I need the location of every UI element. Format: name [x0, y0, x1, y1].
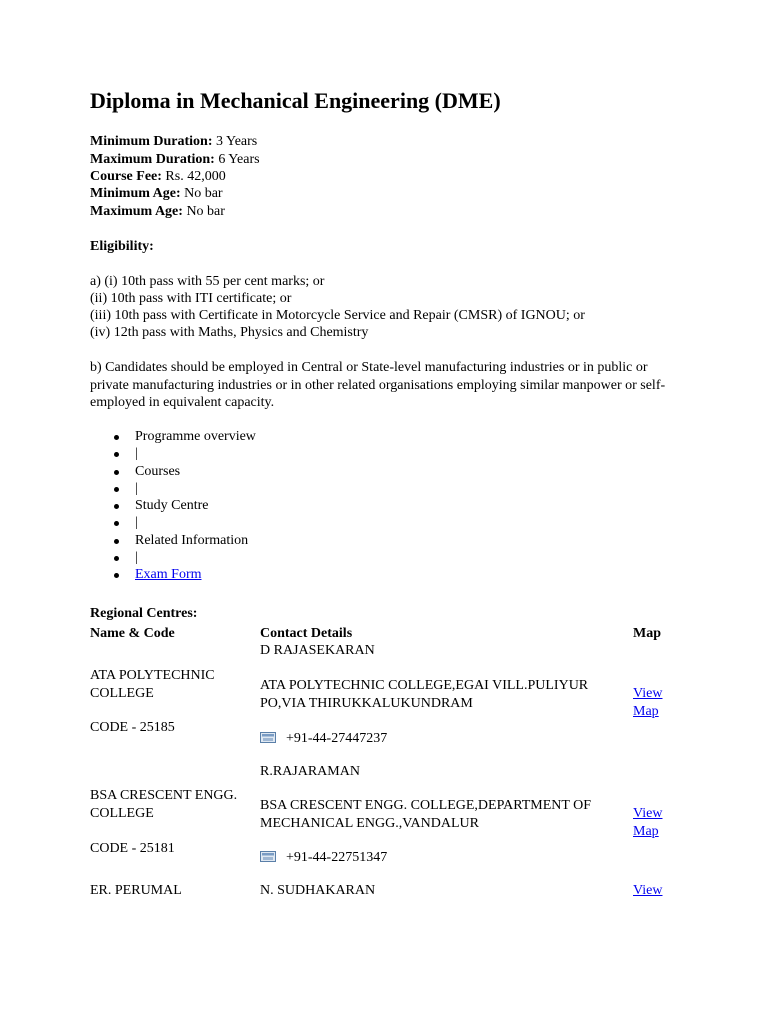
eligibility-line: (iii) 10th pass with Certificate in Motorcycle Service and Repair (CMSR) of IGNOU; or — [90, 308, 585, 323]
centre-code: CODE - 25181 — [90, 841, 175, 856]
centre-name: ATA POLYTECHNIC COLLEGE — [90, 668, 215, 701]
program-nav-list — [90, 428, 256, 584]
col-header-map: Map — [633, 626, 661, 641]
eligibility-b-paragraph: b) Candidates should be employed in Central or State-level manufacturing industries or in public or private manufacturing industries or in other related organisations employing similar manpower or self-employed in equivalent capacity. — [90, 360, 666, 410]
centre-contact-person: R.RAJARAMAN — [260, 764, 360, 779]
centre-map-cell — [633, 685, 673, 720]
detail-label: Course Fee: — [90, 169, 162, 184]
exam-form-link[interactable]: Exam Form — [135, 567, 202, 583]
nav-separator: | — [90, 445, 256, 462]
centre-contact-person: D RAJASEKARAN — [260, 643, 375, 658]
nav-item-related-information: Related Information — [90, 532, 256, 549]
col-header-name-code: Name & Code — [90, 626, 175, 641]
nav-item-programme-overview: Programme overview — [90, 428, 256, 445]
nav-separator: | — [90, 480, 256, 497]
centre-phone-row — [260, 849, 387, 867]
eligibility-line: (iv) 12th pass with Maths, Physics and Chemistry — [90, 325, 369, 340]
centre-name: BSA CRESCENT ENGG. COLLEGE — [90, 788, 238, 821]
detail-value: 3 Years — [216, 134, 258, 149]
detail-max-duration — [90, 151, 260, 168]
eligibility-line: (ii) 10th pass with ITI certificate; or — [90, 291, 292, 306]
nav-separator: | — [90, 514, 256, 531]
view-map-link[interactable]: View — [633, 883, 663, 898]
centre-code: CODE - 25185 — [90, 720, 175, 735]
centre-phone: +91-44-27447237 — [286, 731, 388, 746]
centre-address: ATA POLYTECHNIC COLLEGE,EGAI VILL.PULIYUR PO,VIA THIRUKKALUKUNDRAM — [260, 678, 589, 711]
detail-value: 6 Years — [218, 152, 260, 167]
detail-label: Maximum Age: — [90, 204, 183, 219]
detail-min-duration — [90, 133, 257, 150]
nav-item-exam-form — [90, 566, 256, 583]
centre-map-cell — [633, 882, 662, 900]
nav-separator: | — [90, 549, 256, 566]
phone-icon — [260, 851, 276, 862]
centre-map-cell — [633, 805, 673, 840]
phone-icon — [260, 732, 276, 743]
view-map-link[interactable]: View Map — [633, 806, 663, 839]
detail-value: No bar — [184, 186, 223, 201]
centre-contact-person: N. SUDHAKARAN — [260, 883, 376, 898]
detail-value: Rs. 42,000 — [165, 169, 226, 184]
centre-phone-row — [260, 730, 387, 748]
detail-label: Minimum Age: — [90, 186, 181, 201]
detail-max-age — [90, 203, 225, 220]
view-map-link[interactable]: View Map — [633, 686, 663, 719]
nav-item-courses: Courses — [90, 463, 256, 480]
centre-phone: +91-44-22751347 — [286, 850, 388, 865]
col-header-contact-details: Contact Details — [260, 626, 353, 641]
centre-name: ER. PERUMAL — [90, 883, 182, 898]
page-title: Diploma in Mechanical Engineering (DME) — [90, 88, 501, 113]
eligibility-line: a) (i) 10th pass with 55 per cent marks; or — [90, 274, 325, 289]
detail-label: Maximum Duration: — [90, 152, 215, 167]
regional-centres-heading: Regional Centres: — [90, 606, 198, 621]
detail-course-fee — [90, 168, 226, 185]
detail-min-age — [90, 185, 223, 202]
detail-label: Minimum Duration: — [90, 134, 213, 149]
centre-address: BSA CRESCENT ENGG. COLLEGE,DEPARTMENT OF MECHANICAL ENGG.,VANDALUR — [260, 798, 592, 831]
nav-item-study-centre: Study Centre — [90, 497, 256, 514]
eligibility-heading: Eligibility: — [90, 239, 154, 254]
detail-value: No bar — [186, 204, 225, 219]
